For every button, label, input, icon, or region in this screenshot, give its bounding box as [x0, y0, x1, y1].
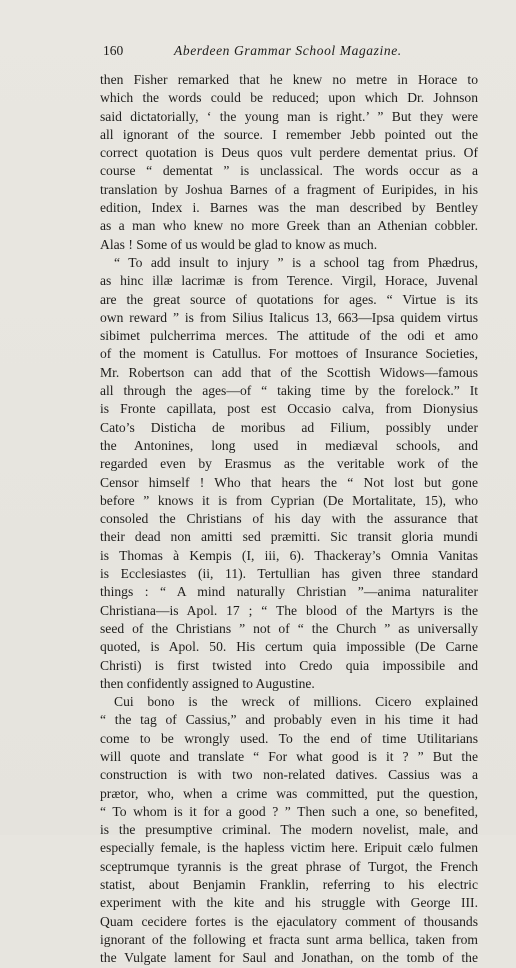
- text-line: Cato’s Disticha de moribus ad Filium, possibly under: [100, 419, 478, 435]
- text-line: seed of the Christians ” not of “ the Church ” as universally: [100, 620, 478, 636]
- text-line: Christi) is first twisted into Credo quia impossibile and: [100, 657, 478, 673]
- text-line: the Antonines, long used in mediæval schools, and: [100, 437, 478, 453]
- text-line: sibimet pulcherrima merces. The attitude of the odi et amo: [100, 328, 478, 344]
- text-line: come to be wrongly used. To the end of time Utilitarians: [100, 730, 478, 746]
- text-line: things : “ A mind naturally Christian ”—anima naturaliter: [100, 584, 478, 600]
- text-line: translation by Joshua Barnes of a fragment of Euripides, in his: [100, 181, 478, 197]
- text-line: before ” knows it is from Cyprian (De Mortalitate, 15), who: [100, 492, 478, 508]
- text-line: course “ dementat ” is unclassical. The words occur as a: [100, 163, 478, 179]
- text-line: “ To add insult to injury ” is a school tag from Phædrus,: [114, 254, 478, 270]
- text-line: Mr. Robertson can add that of the Scottish Widows—famous: [100, 364, 478, 380]
- text-line: edition, Index i. Barnes was the man described by Bentley: [100, 200, 478, 216]
- text-line: is Thomas à Kempis (I, iii, 6). Thackeray’s Omnia Vanitas: [100, 547, 478, 563]
- text-line: of the moment is Catullus. For mottoes of Insurance Societies,: [100, 346, 478, 362]
- text-line: regarded even by Erasmus as the veritable work of the: [100, 456, 478, 472]
- text-line: quoted, is Apol. 50. His certum quia impossible (De Carne: [100, 639, 478, 655]
- text-line: construction is with two non-related datives. Cassius was a: [100, 767, 478, 783]
- text-line: will quote and translate “ For what good is it ? ” But the: [100, 748, 478, 764]
- text-line: Alas ! Some of us would be glad to know as much.: [100, 236, 378, 252]
- text-line: especially female, is the hapless victim here. Eripuit cælo fulmen: [100, 840, 478, 856]
- text-line: all through the ages—of “ taking time by the forelock.” It: [100, 383, 478, 399]
- text-line: prætor, who, when a crime was committed, put the question,: [100, 785, 478, 801]
- text-line: consoled the Christians of his day with the assurance that: [100, 511, 478, 527]
- text-line: is Fronte capillata, post est Occasio calva, from Dionysius: [100, 401, 478, 417]
- text-line: own reward ” is from Silius Italicus 13, 663—Ipsa quidem virtus: [100, 309, 478, 325]
- text-line: Christiana—is Apol. 17 ; “ The blood of the Martyrs is the: [100, 602, 478, 618]
- text-line: is the presumptive criminal. The modern novelist, male, and: [100, 822, 478, 838]
- text-line: are the great source of quotations for ages. “ Virtue is its: [100, 291, 478, 307]
- text-line: ignorant of the following et fracta sunt arma bellica, taken from: [100, 931, 478, 947]
- text-line: is Ecclesiastes (ii, 11). Tertullian has given three standard: [100, 566, 478, 582]
- text-line: correct quotation is Deus quos vult perdere dementat prius. Of: [100, 145, 478, 161]
- text-line: then confidently assigned to Augustine.: [100, 675, 315, 691]
- body-text: [100, 71, 478, 968]
- text-line: as hinc illæ lacrimæ is from Terence. Virgil, Horace, Juvenal: [100, 273, 478, 289]
- text-line: as a man who knew no more Greek than an Athenian cobbler.: [100, 218, 478, 234]
- text-line: the Vulgate lament for Saul and Jonathan, on the tomb of the: [100, 950, 478, 966]
- text-line: “ the tag of Cassius,” and probably even in his time it had: [100, 712, 478, 728]
- text-line: said dictatorially, ‘ the young man is right.’ ” But they were: [100, 108, 478, 124]
- text-line: “ To whom is it for a good ? ” Then such a one, so benefited,: [100, 803, 478, 819]
- text-line: then Fisher remarked that he knew no metre in Horace to: [100, 72, 478, 87]
- text-line: sceptrumque tyrannis is the great phrase of Turgot, the French: [100, 858, 478, 874]
- text-line: experiment with the kite and his struggle with George III.: [100, 895, 478, 911]
- text-line: their dead non amitti sed præmitti. Sic transit gloria mundi: [100, 529, 478, 545]
- text-line: which the words could be reduced; upon which Dr. Johnson: [100, 90, 478, 106]
- text-line: all ignorant of the source. I remember Jebb pointed out the: [100, 126, 478, 142]
- running-header: [103, 41, 413, 61]
- text-line: statist, about Benjamin Franklin, referring to his electric: [100, 877, 478, 893]
- running-title: Aberdeen Grammar School Magazine.: [174, 43, 402, 58]
- text-line: Cui bono is the wreck of millions. Cicero explained: [114, 694, 478, 710]
- text-line: Quam cecidere fortes is the ejaculatory comment of thousands: [100, 913, 478, 929]
- page-number: 160: [103, 43, 124, 58]
- text-line: Censor himself ! Who that hears the “ Not lost but gone: [100, 474, 478, 490]
